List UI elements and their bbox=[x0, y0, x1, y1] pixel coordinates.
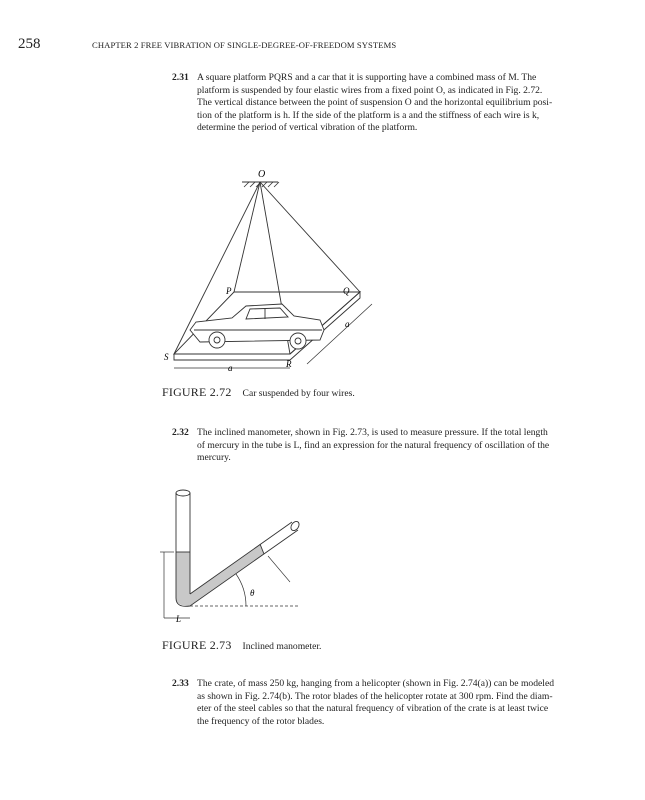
text-line: A square platform PQRS and a car that it is supporting have a combined mass of M. The bbox=[197, 72, 537, 83]
label-r: R bbox=[286, 359, 292, 369]
problem-number: 2.31 bbox=[172, 72, 189, 83]
page-number: 258 bbox=[18, 36, 41, 52]
problem-2-32 bbox=[172, 427, 600, 465]
problem-2-33 bbox=[172, 678, 600, 728]
manometer-tube bbox=[176, 490, 301, 606]
problem-text bbox=[197, 427, 600, 465]
figure-label: FIGURE 2.73 bbox=[162, 638, 232, 652]
text-line: tion of the platform is h. If the side of the platform is a and the stiffness of each wire is k, bbox=[197, 109, 540, 121]
figure-2-72-drawing bbox=[160, 162, 520, 380]
label-o: O bbox=[258, 169, 266, 180]
label-a-bottom: a bbox=[228, 363, 233, 373]
car bbox=[190, 304, 324, 349]
problem-2-31 bbox=[172, 72, 600, 135]
text-line: The vertical distance between the point of suspension O and the horizontal equilibrium posi- bbox=[197, 97, 553, 109]
text-line: determine the period of vertical vibration of the platform. bbox=[197, 122, 418, 134]
text-line: The inclined manometer, shown in Fig. 2.73, is used to measure pressure. If the total length bbox=[197, 427, 548, 438]
problem-text bbox=[197, 72, 600, 135]
figure-description: Inclined manometer. bbox=[242, 641, 322, 652]
figure-2-73-drawing bbox=[150, 486, 320, 626]
figure-description: Car suspended by four wires. bbox=[242, 388, 355, 399]
label-a-side: a bbox=[345, 319, 350, 329]
label-s: S bbox=[164, 352, 169, 362]
text-line: of mercury in the tube is L, find an expression for the natural frequency of oscillation of the bbox=[197, 439, 550, 451]
text-line: mercury. bbox=[197, 452, 231, 464]
text-line: The crate, of mass 250 kg, hanging from a helicopter (shown in Fig. 2.74(a)) can be modeled bbox=[197, 678, 554, 689]
label-p: P bbox=[226, 286, 232, 296]
problem-number: 2.33 bbox=[172, 678, 189, 689]
figure-2-73-caption bbox=[162, 638, 321, 653]
label-theta: θ bbox=[250, 588, 255, 598]
problem-text bbox=[197, 678, 600, 728]
text-line: eter of the steel cables so that the natural frequency of vibration of the crate is at least twice bbox=[197, 703, 549, 715]
text-line: the frequency of the rotor blades. bbox=[197, 715, 325, 727]
text-line: as shown in Fig. 2.74(b). The rotor blades of the helicopter rotate at 300 rpm. Find the diam- bbox=[197, 690, 553, 702]
figure-label: FIGURE 2.72 bbox=[162, 385, 232, 399]
problem-number: 2.32 bbox=[172, 427, 189, 438]
figure-2-72-caption bbox=[162, 385, 355, 400]
text-line: platform is suspended by four elastic wires from a fixed point O, as indicated in Fig. 2.72. bbox=[197, 84, 543, 96]
chapter-title: CHAPTER 2 FREE VIBRATION OF SINGLE-DEGREE-OF-FREEDOM SYSTEMS bbox=[92, 40, 397, 50]
label-q: Q bbox=[343, 286, 350, 296]
label-l: L bbox=[176, 614, 182, 624]
